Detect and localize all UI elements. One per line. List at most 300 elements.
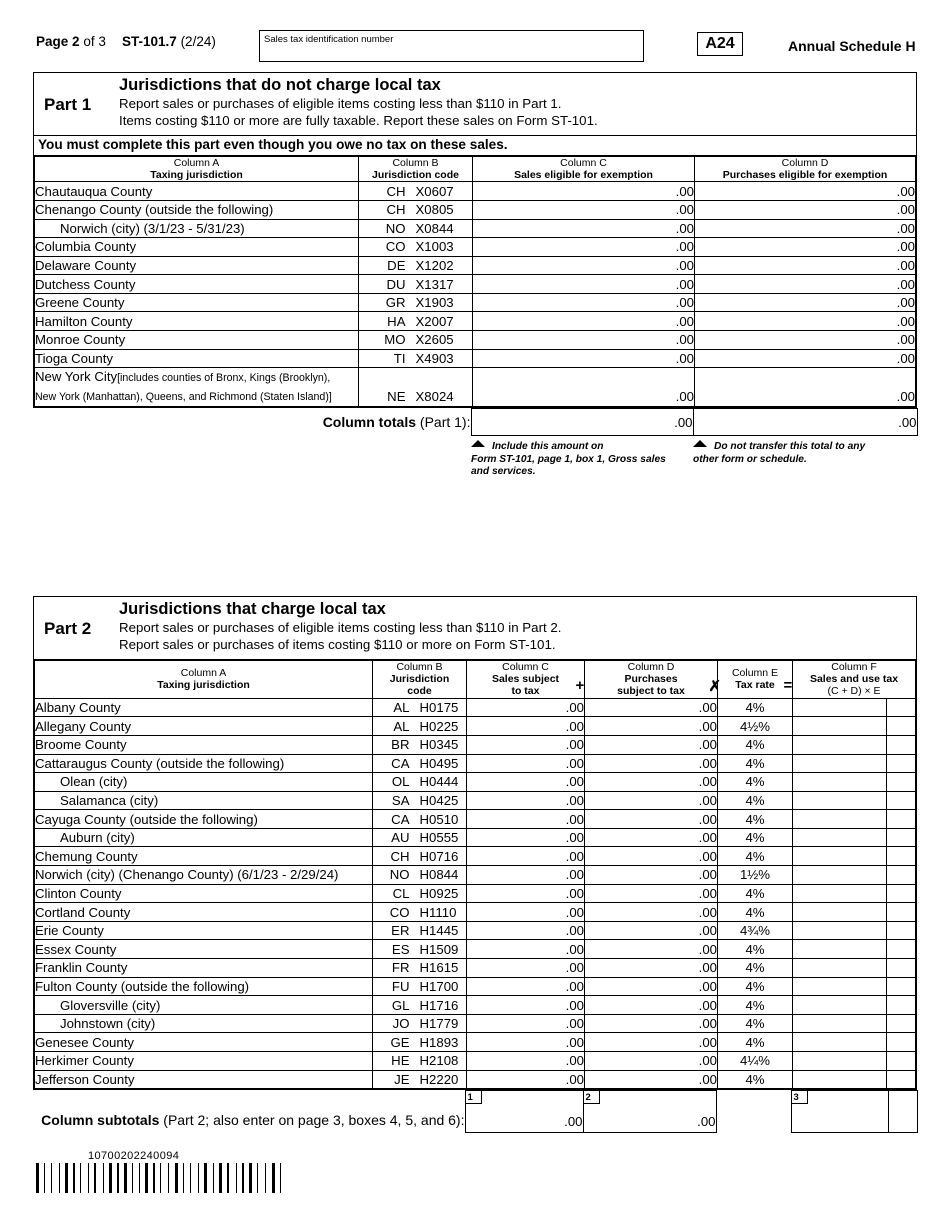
barcode-bar <box>77 1163 78 1193</box>
jurisdiction-name: Hamilton County <box>35 312 359 331</box>
sales-subject-field[interactable]: .00 <box>467 791 585 810</box>
barcode-bar <box>117 1163 119 1193</box>
sales-exempt-field[interactable]: .00 <box>473 331 695 350</box>
code-number: H0175 <box>419 700 459 716</box>
purchases-exempt-field[interactable]: .00 <box>695 200 916 219</box>
part-2-subtotal-f-cents[interactable] <box>888 1091 917 1133</box>
part-2-header <box>34 597 916 660</box>
sales-use-tax-field[interactable] <box>793 754 887 773</box>
tax-rate-value: 4% <box>718 1070 793 1089</box>
purchases-subject-field[interactable]: .00 <box>585 977 718 996</box>
sales-tax-id-field[interactable] <box>259 30 644 62</box>
barcode-bar <box>47 1163 49 1193</box>
code-alpha: GE <box>390 1034 410 1050</box>
code-alpha: NO <box>385 220 406 236</box>
jurisdiction-name: Genesee County <box>35 1033 373 1052</box>
barcode-bar <box>190 1163 191 1193</box>
barcode-bar <box>41 1163 42 1193</box>
purchases-subject-field[interactable]: .00 <box>585 754 718 773</box>
sales-use-tax-field[interactable] <box>793 828 887 847</box>
code-alpha: AU <box>391 830 410 846</box>
barcode-bar <box>150 1163 151 1193</box>
purchases-exempt-field[interactable]: .00 <box>695 182 916 201</box>
code-number: H0495 <box>419 755 459 771</box>
jurisdiction-name: Tioga County <box>35 349 359 368</box>
barcode-bar <box>209 1163 211 1193</box>
code-number: H0425 <box>419 792 459 808</box>
footnote-d-line-2: other form or schedule. <box>693 453 807 465</box>
sales-use-tax-field[interactable] <box>793 698 887 717</box>
table-row <box>35 1052 916 1071</box>
sales-use-tax-cents-field[interactable] <box>887 996 916 1015</box>
code-number: H0844 <box>419 867 459 883</box>
barcode-bar <box>265 1163 266 1193</box>
p2-col-e-name: Tax rate <box>735 679 775 692</box>
jurisdiction-code <box>359 331 473 350</box>
sales-use-tax-field[interactable] <box>793 884 887 903</box>
sales-use-tax-cents-field[interactable] <box>887 1052 916 1071</box>
barcode-bar <box>83 1163 86 1193</box>
sales-use-tax-field[interactable] <box>793 1033 887 1052</box>
purchases-subject-field[interactable]: .00 <box>585 810 718 829</box>
part-1-footnote-c <box>471 440 686 478</box>
p2-col-d-tag: Column D <box>627 660 675 673</box>
purchases-subject-field[interactable]: .00 <box>585 866 718 885</box>
part-2-subtotal-spacer <box>716 1091 791 1133</box>
purchases-subject-field[interactable]: .00 <box>585 996 718 1015</box>
barcode-bar <box>204 1163 207 1193</box>
col-d-name: Purchases eligible for exemption <box>722 168 888 181</box>
code-alpha: ER <box>391 923 410 939</box>
purchases-exempt-field[interactable]: .00 <box>695 312 916 331</box>
code-alpha: NE <box>387 389 406 405</box>
sales-subject-field[interactable]: .00 <box>467 773 585 792</box>
purchases-subject-field[interactable]: .00 <box>585 884 718 903</box>
subtotal-box-3: 3 <box>791 1090 808 1104</box>
sales-use-tax-cents-field[interactable] <box>887 1033 916 1052</box>
nyc-name: New York City <box>35 369 118 385</box>
purchases-exempt-field[interactable]: .00 <box>695 331 916 350</box>
code-alpha: FR <box>391 960 410 976</box>
barcode-bar <box>139 1163 140 1193</box>
table-row <box>35 959 916 978</box>
code-alpha: CH <box>386 202 406 218</box>
tax-rate-value: 4% <box>718 828 793 847</box>
part-2-col-c-header <box>467 660 585 698</box>
sales-use-tax-field[interactable] <box>793 977 887 996</box>
barcode-bar <box>193 1163 196 1193</box>
jurisdiction-name: Franklin County <box>35 959 373 978</box>
sales-subject-field[interactable]: .00 <box>467 921 585 940</box>
jurisdiction-name: Chemung County <box>35 847 373 866</box>
footnote-c-line-1: Include this amount on <box>492 441 604 453</box>
jurisdiction-code <box>373 828 467 847</box>
sales-subject-field[interactable]: .00 <box>467 1014 585 1033</box>
part-2-label: Part 2 <box>44 619 92 638</box>
code-number: X4903 <box>415 350 454 366</box>
code-number: X2007 <box>415 313 454 329</box>
tax-rate-value: 4% <box>718 959 793 978</box>
purchases-exempt-field[interactable]: .00 <box>695 238 916 257</box>
sales-subject-field[interactable]: .00 <box>467 977 585 996</box>
tax-rate-value: 4% <box>718 1014 793 1033</box>
sales-use-tax-cents-field[interactable] <box>887 698 916 717</box>
sales-use-tax-field[interactable] <box>793 717 887 736</box>
code-alpha: SA <box>391 792 410 808</box>
sales-use-tax-field[interactable] <box>793 810 887 829</box>
barcode-bar <box>242 1163 244 1193</box>
part-2-title: Jurisdictions that charge local tax <box>119 600 386 618</box>
code-number: X0844 <box>415 220 454 236</box>
purchases-subject-field[interactable]: .00 <box>585 903 718 922</box>
schedule-title <box>788 38 916 54</box>
jurisdiction-code <box>373 1033 467 1052</box>
sales-use-tax-cents-field[interactable] <box>887 884 916 903</box>
sales-subject-field[interactable]: .00 <box>467 828 585 847</box>
tax-rate-value: 4% <box>718 754 793 773</box>
sales-use-tax-field[interactable] <box>793 735 887 754</box>
jurisdiction-code <box>373 773 467 792</box>
code-number: H1445 <box>419 923 459 939</box>
barcode-bar <box>129 1163 130 1193</box>
sales-use-tax-cents-field[interactable] <box>887 977 916 996</box>
barcode-bar <box>114 1163 115 1193</box>
jurisdiction-code <box>373 1070 467 1089</box>
table-row <box>35 828 916 847</box>
barcode-bar <box>145 1163 148 1193</box>
sales-exempt-field[interactable]: .00 <box>473 200 695 219</box>
sales-use-tax-cents-field[interactable] <box>887 903 916 922</box>
sales-subject-field[interactable]: .00 <box>467 1033 585 1052</box>
sales-exempt-field-nyc[interactable]: .00 <box>473 368 695 407</box>
col-c-tag: Column C <box>560 156 607 169</box>
table-row <box>35 1070 916 1089</box>
sales-exempt-field[interactable]: .00 <box>473 256 695 275</box>
purchases-exempt-field[interactable]: .00 <box>695 219 916 238</box>
barcode-bar <box>277 1163 278 1193</box>
tax-rate-value: 4% <box>718 1033 793 1052</box>
sales-use-tax-field[interactable] <box>793 921 887 940</box>
jurisdiction-code <box>373 735 467 754</box>
part-1-total-c[interactable]: .00 <box>471 409 693 436</box>
barcode-bar <box>132 1163 133 1193</box>
part-2-subtotal-c[interactable] <box>465 1091 583 1133</box>
part-1-line-2: Items costing $110 or more are fully taxable. Report these sales on Form ST-101. <box>119 113 598 128</box>
code-number: X1903 <box>415 295 454 311</box>
sales-tax-id-label: Sales tax identification number <box>264 34 394 45</box>
p2-col-f-name: Sales and use tax <box>809 672 899 685</box>
table-row <box>35 940 916 959</box>
sales-exempt-field[interactable]: .00 <box>473 312 695 331</box>
table-row <box>35 773 916 792</box>
triangle-up-icon <box>693 440 707 447</box>
jurisdiction-name: Cayuga County (outside the following) <box>35 810 373 829</box>
totals-label-rest: (Part 1): <box>419 414 471 431</box>
table-row <box>35 200 916 219</box>
barcode-bar <box>65 1163 68 1193</box>
sales-use-tax-cents-field[interactable] <box>887 959 916 978</box>
sales-use-tax-cents-field[interactable] <box>887 773 916 792</box>
p2-col-f-tag: Column F <box>831 660 877 673</box>
sales-subject-field[interactable]: .00 <box>467 810 585 829</box>
sales-use-tax-field[interactable] <box>793 866 887 885</box>
jurisdiction-name: Jefferson County <box>35 1070 373 1089</box>
sales-exempt-field[interactable]: .00 <box>473 238 695 257</box>
purchases-subject-field[interactable]: .00 <box>585 773 718 792</box>
jurisdiction-name: Herkimer County <box>35 1052 373 1071</box>
code-number: H0925 <box>419 885 459 901</box>
purchases-exempt-field[interactable]: .00 <box>695 349 916 368</box>
sales-use-tax-cents-field[interactable] <box>887 828 916 847</box>
jurisdiction-name: Dutchess County <box>35 275 359 294</box>
sales-subject-field[interactable]: .00 <box>467 903 585 922</box>
barcode-bar <box>103 1163 104 1193</box>
jurisdiction-name: Allegany County <box>35 717 373 736</box>
sales-subject-field[interactable]: .00 <box>467 996 585 1015</box>
sales-use-tax-cents-field[interactable] <box>887 754 916 773</box>
barcode-bar <box>168 1163 169 1193</box>
code-number: H1615 <box>419 960 459 976</box>
col-b-name: Jurisdiction code <box>372 168 459 181</box>
barcode-bar <box>260 1163 263 1193</box>
sales-exempt-field[interactable]: .00 <box>473 182 695 201</box>
tax-rate-value: 4% <box>718 996 793 1015</box>
purchases-subject-field[interactable]: .00 <box>585 791 718 810</box>
code-alpha: GR <box>385 295 406 311</box>
sales-use-tax-field[interactable] <box>793 1070 887 1089</box>
code-alpha: NO <box>389 867 410 883</box>
sales-exempt-field[interactable]: .00 <box>473 219 695 238</box>
sales-subject-field[interactable]: .00 <box>467 959 585 978</box>
subtotal-label-rest: (Part 2; also enter on page 3, boxes 4, 5, and 6): <box>163 1111 465 1128</box>
barcode-bar <box>98 1163 101 1193</box>
purchases-subject-field[interactable]: .00 <box>585 828 718 847</box>
purchases-subject-field[interactable]: .00 <box>585 940 718 959</box>
barcode-bar <box>268 1163 270 1193</box>
code-alpha: GL <box>391 997 410 1013</box>
sales-use-tax-cents-field[interactable] <box>887 810 916 829</box>
part-2-line-2: Report sales or purchases of items costing $110 or more on Form ST-101. <box>119 637 556 652</box>
sales-exempt-field[interactable]: .00 <box>473 275 695 294</box>
jurisdiction-code <box>373 1014 467 1033</box>
part-2-subtotal-d[interactable] <box>583 1091 716 1133</box>
tax-rate-value: 1½% <box>718 866 793 885</box>
jurisdiction-code <box>373 940 467 959</box>
sales-use-tax-cents-field[interactable] <box>887 735 916 754</box>
p2-col-a-tag: Column A <box>180 666 227 679</box>
part-1-title: Jurisdictions that do not charge local tax <box>119 76 441 94</box>
sales-subject-field[interactable]: .00 <box>467 1052 585 1071</box>
part-2-col-b-header <box>373 660 467 698</box>
p2-col-b-name2: code <box>407 685 432 698</box>
barcode-bar <box>201 1163 202 1193</box>
purchases-subject-field[interactable]: .00 <box>585 847 718 866</box>
jurisdiction-name: Olean (city) <box>35 773 373 792</box>
sales-use-tax-cents-field[interactable] <box>887 717 916 736</box>
barcode-bar <box>109 1163 112 1193</box>
subtotal-label-bold: Column subtotals <box>41 1111 160 1128</box>
table-row <box>35 996 916 1015</box>
page-of: of 3 <box>83 34 106 49</box>
part-1-col-c-header <box>473 156 695 182</box>
code-alpha: MO <box>384 332 406 348</box>
plus-operator-icon: + <box>575 677 585 694</box>
barcode-bar <box>186 1163 188 1193</box>
jurisdiction-code <box>359 219 473 238</box>
times-operator-icon: ✗ <box>708 678 722 695</box>
part-2-subtotal-f[interactable] <box>791 1091 888 1133</box>
code-number: H0444 <box>419 774 459 790</box>
sales-exempt-field[interactable]: .00 <box>473 293 695 312</box>
jurisdiction-name: Monroe County <box>35 331 359 350</box>
jurisdiction-code <box>359 182 473 201</box>
code-number: H1509 <box>419 941 459 957</box>
sales-use-tax-cents-field[interactable] <box>887 847 916 866</box>
purchases-subject-field[interactable]: .00 <box>585 717 718 736</box>
barcode-bar <box>198 1163 199 1193</box>
jurisdiction-code <box>373 810 467 829</box>
table-row <box>35 903 916 922</box>
tax-rate-value: 4% <box>718 940 793 959</box>
equals-operator-icon: = <box>783 677 793 694</box>
purchases-subject-field[interactable]: .00 <box>585 1052 718 1071</box>
sales-subject-field[interactable]: .00 <box>467 698 585 717</box>
sales-use-tax-field[interactable] <box>793 1052 887 1071</box>
jurisdiction-name: Clinton County <box>35 884 373 903</box>
sales-use-tax-field[interactable] <box>793 773 887 792</box>
page-header <box>0 0 950 62</box>
part-1-totals-block <box>33 408 917 436</box>
sales-subject-field[interactable]: .00 <box>467 754 585 773</box>
purchases-subject-field[interactable]: .00 <box>585 959 718 978</box>
sales-use-tax-field[interactable] <box>793 996 887 1015</box>
code-alpha: JE <box>394 1071 410 1087</box>
form-identifier <box>122 34 216 49</box>
purchases-subject-field[interactable]: .00 <box>585 1033 718 1052</box>
barcode-bar <box>224 1163 225 1193</box>
jurisdiction-code <box>359 256 473 275</box>
form-code-box: A24 <box>697 32 743 56</box>
code-alpha: CL <box>392 885 410 901</box>
sales-subject-field[interactable]: .00 <box>467 717 585 736</box>
page-number: 2 <box>72 34 80 49</box>
code-number: H0345 <box>419 737 459 753</box>
part-2-section <box>33 596 917 1090</box>
table-row <box>35 698 916 717</box>
sales-use-tax-cents-field[interactable] <box>887 866 916 885</box>
barcode-bar <box>219 1163 222 1193</box>
jurisdiction-code <box>373 996 467 1015</box>
purchases-subject-field[interactable]: .00 <box>585 1014 718 1033</box>
purchases-exempt-field-nyc[interactable]: .00 <box>695 368 916 407</box>
jurisdiction-code <box>373 717 467 736</box>
code-alpha: OL <box>391 774 410 790</box>
sales-subject-field[interactable]: .00 <box>467 940 585 959</box>
form-revision: (2/24) <box>180 34 216 49</box>
jurisdiction-code-nyc <box>359 368 473 407</box>
col-c-name: Sales eligible for exemption <box>514 168 653 181</box>
sales-subject-field[interactable]: .00 <box>467 1070 585 1089</box>
part-2-col-e-header <box>718 660 793 698</box>
table-row <box>35 735 916 754</box>
jurisdiction-code <box>373 1052 467 1071</box>
table-row <box>35 238 916 257</box>
purchases-subject-field[interactable]: .00 <box>585 735 718 754</box>
tax-rate-value: 4% <box>718 791 793 810</box>
sales-use-tax-field[interactable] <box>793 959 887 978</box>
code-alpha: FU <box>391 978 410 994</box>
code-alpha: DU <box>386 276 406 292</box>
part-1-footnote-d <box>693 440 917 466</box>
jurisdiction-name: Salamanca (city) <box>35 791 373 810</box>
schedule-name: Schedule H <box>839 38 916 54</box>
sales-use-tax-cents-field[interactable] <box>887 921 916 940</box>
sales-use-tax-field[interactable] <box>793 847 887 866</box>
jurisdiction-name: Cattaraugus County (outside the following) <box>35 754 373 773</box>
table-row <box>35 1014 916 1033</box>
sales-use-tax-cents-field[interactable] <box>887 940 916 959</box>
jurisdiction-name: Auburn (city) <box>35 828 373 847</box>
tax-rate-value: 4% <box>718 698 793 717</box>
sales-subject-field[interactable]: .00 <box>467 735 585 754</box>
jurisdiction-name: Columbia County <box>35 238 359 257</box>
part-2-subtotals-label <box>33 1091 465 1133</box>
triangle-up-icon <box>471 440 485 447</box>
barcode-bar <box>254 1163 255 1193</box>
sales-use-tax-field[interactable] <box>793 1014 887 1033</box>
jurisdiction-code <box>373 959 467 978</box>
sales-use-tax-cents-field[interactable] <box>887 1070 916 1089</box>
barcode-bar <box>62 1163 63 1193</box>
sales-use-tax-cents-field[interactable] <box>887 1014 916 1033</box>
barcode-bar <box>157 1163 158 1193</box>
purchases-subject-field[interactable]: .00 <box>585 921 718 940</box>
code-number: X0805 <box>415 202 454 218</box>
table-row <box>35 866 916 885</box>
barcode-bar <box>142 1163 143 1193</box>
sales-use-tax-field[interactable] <box>793 903 887 922</box>
p2-col-d-name2: subject to tax <box>617 685 685 698</box>
purchases-exempt-field[interactable]: .00 <box>695 275 916 294</box>
tax-rate-value: 4% <box>718 847 793 866</box>
sales-use-tax-cents-field[interactable] <box>887 791 916 810</box>
jurisdiction-name: Broome County <box>35 735 373 754</box>
part-1-table <box>34 156 916 408</box>
p2-col-b-tag: Column B <box>396 660 443 673</box>
sales-subject-field[interactable]: .00 <box>467 884 585 903</box>
jurisdiction-name: Norwich (city) (3/1/23 - 5/31/23) <box>35 219 359 238</box>
barcode-bar <box>160 1163 161 1193</box>
part-1-total-d[interactable]: .00 <box>693 409 917 436</box>
sales-use-tax-field[interactable] <box>793 791 887 810</box>
sales-subject-field[interactable]: .00 <box>467 847 585 866</box>
sales-subject-field[interactable]: .00 <box>467 866 585 885</box>
barcode-bar <box>257 1163 258 1193</box>
table-row-new-york-city <box>35 368 916 407</box>
p2-col-a-name: Taxing jurisdiction <box>157 679 250 692</box>
sales-exempt-field[interactable]: .00 <box>473 349 695 368</box>
purchases-subject-field[interactable]: .00 <box>585 1070 718 1089</box>
barcode-bar <box>135 1163 137 1193</box>
jurisdiction-name: Chenango County (outside the following) <box>35 200 359 219</box>
barcode-bar <box>213 1163 214 1193</box>
purchases-exempt-field[interactable]: .00 <box>695 256 916 275</box>
purchases-subject-field[interactable]: .00 <box>585 698 718 717</box>
barcode-bar <box>249 1163 252 1193</box>
sales-use-tax-field[interactable] <box>793 940 887 959</box>
purchases-exempt-field[interactable]: .00 <box>695 293 916 312</box>
barcode-bar <box>88 1163 89 1193</box>
